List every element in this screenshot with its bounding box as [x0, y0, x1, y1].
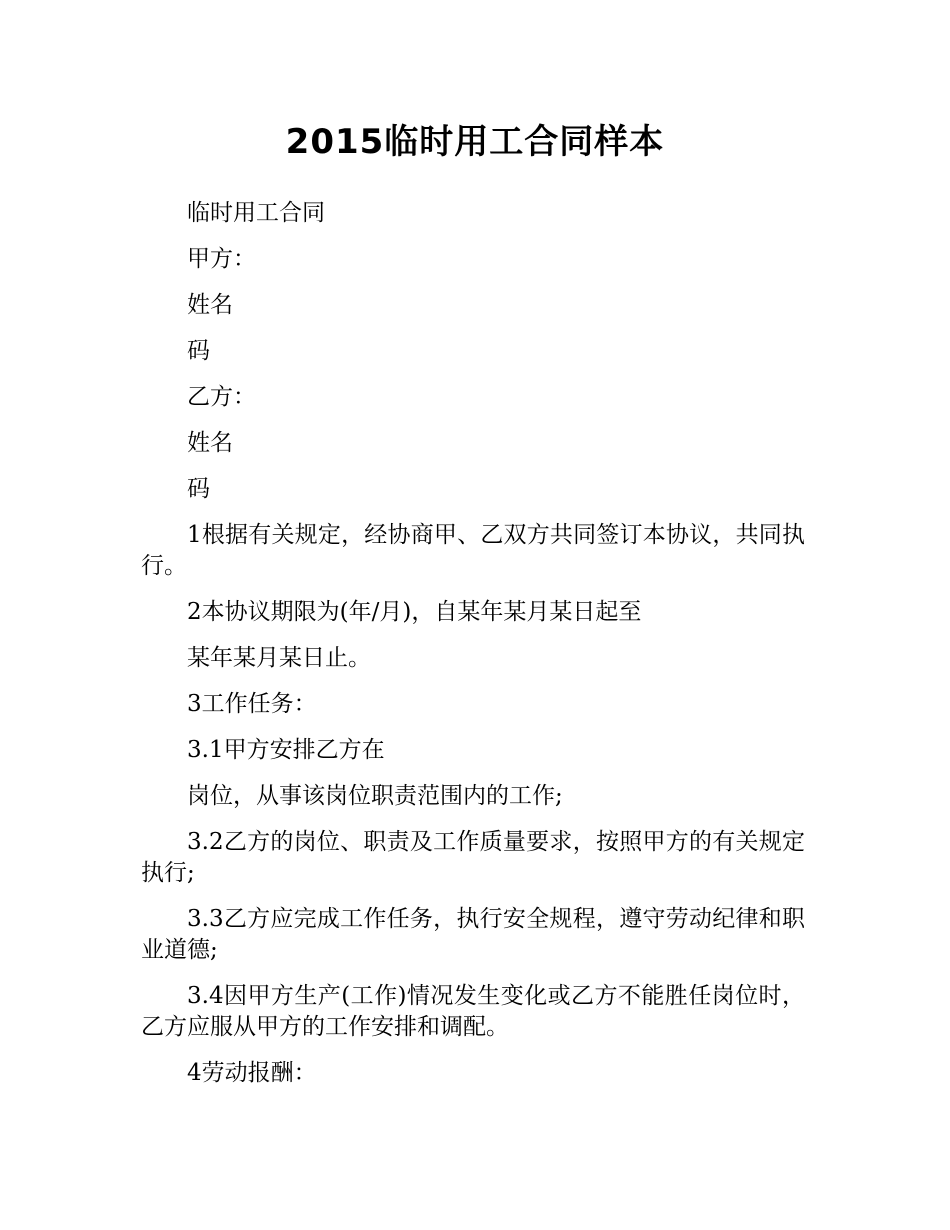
paragraph-party-b: 乙方：	[187, 384, 256, 410]
paragraph-clause-3-1-cont: 岗位，从事该岗位职责范围内的工作;	[187, 783, 563, 809]
paragraph-clause-3-1: 3.1甲方安排乙方在	[187, 737, 385, 763]
paragraph-party-b-name: 姓名	[187, 430, 233, 456]
paragraph-party-a: 甲方：	[187, 246, 256, 272]
paragraph-clause-1: 1根据有关规定，经协商甲、乙双方共同签订本协议，共同执行。	[141, 522, 805, 579]
paragraph-party-a-name: 姓名	[187, 292, 233, 318]
paragraph-clause-2: 2本协议期限为(年/月)，自某年某月某日起至	[187, 599, 642, 625]
paragraph-heading: 临时用工合同	[187, 200, 325, 226]
paragraph-clause-2-end: 某年某月某日止。	[187, 645, 371, 671]
paragraph-clause-3: 3工作任务：	[187, 691, 317, 717]
paragraph-clause-4: 4劳动报酬：	[187, 1060, 317, 1086]
paragraph-clause-3-2: 3.2乙方的岗位、职责及工作质量要求，按照甲方的有关规定执行;	[141, 829, 805, 886]
paragraph-party-b-code: 码	[187, 476, 210, 502]
paragraph-clause-3-3: 3.3乙方应完成工作任务，执行安全规程，遵守劳动纪律和职业道德;	[141, 906, 805, 963]
paragraph-party-a-code: 码	[187, 338, 210, 364]
document-body	[141, 198, 805, 1104]
document-title: 2015临时用工合同样本	[285, 122, 665, 162]
paragraph-clause-3-4: 3.4因甲方生产(工作)情况发生变化或乙方不能胜任岗位时，乙方应服从甲方的工作安排和调配。	[141, 983, 805, 1040]
